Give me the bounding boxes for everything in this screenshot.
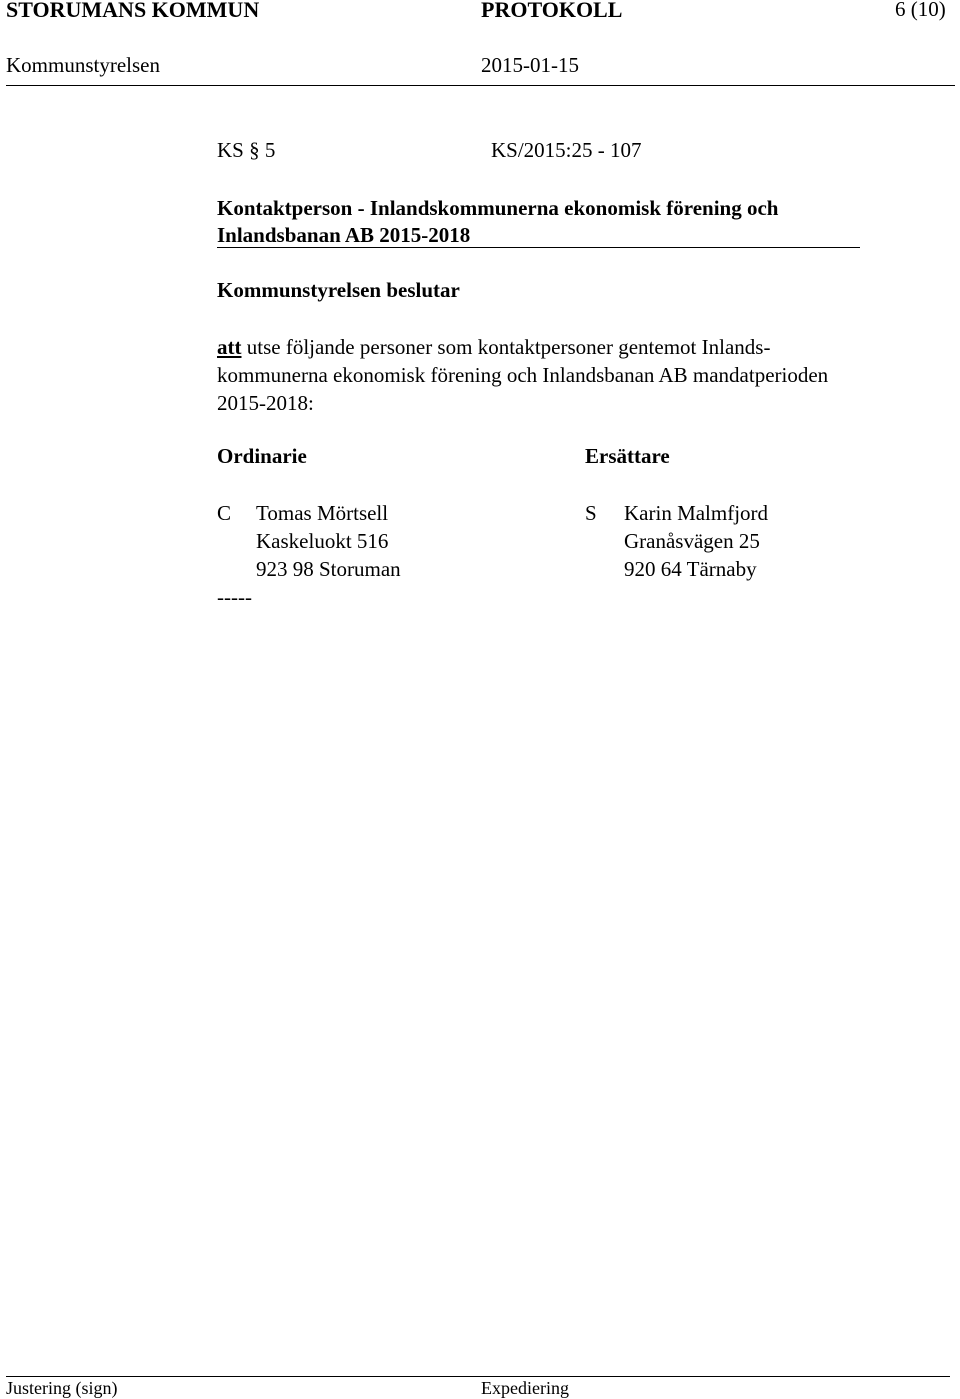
- org-name: STORUMANS KOMMUN: [6, 0, 260, 22]
- decision-line-1: [217, 333, 770, 361]
- section-separator: -----: [217, 585, 252, 609]
- header-rule: [6, 85, 955, 86]
- ordinarie-name: Tomas Mörtsell: [256, 501, 389, 525]
- att-keyword: att: [217, 335, 242, 359]
- ersattare-heading: Ersättare: [585, 444, 670, 468]
- ersattare-name: Karin Malmfjord: [624, 501, 769, 525]
- expediering-label: Expediering: [481, 1378, 569, 1398]
- decision-heading: Kommunstyrelsen beslutar: [217, 278, 460, 302]
- item-title-line-1: Kontaktperson - Inlandskommunerna ekonomisk förening och: [217, 196, 779, 220]
- paragraph-number: KS § 5: [217, 138, 276, 162]
- ersattare-address: Granåsvägen 25: [624, 529, 760, 553]
- decision-line-3: 2015-2018:: [217, 391, 314, 415]
- ordinarie-address: Kaskeluokt 516: [256, 529, 389, 553]
- decision-line-2: kommunerna ekonomisk förening och Inlandsbanan AB mandatperioden: [217, 363, 829, 387]
- ordinarie-heading: Ordinarie: [217, 444, 307, 468]
- item-title-line-2: Inlandsbanan AB 2015-2018: [217, 223, 471, 247]
- case-number: KS/2015:25 - 107: [491, 138, 642, 162]
- title-underline: [217, 247, 860, 248]
- decision-text-1: utse följande personer som kontaktpersoner gentemot Inlands-: [246, 335, 771, 359]
- page-number: 6 (10): [895, 0, 946, 21]
- ersattare-party: S: [585, 501, 597, 525]
- footer-rule: [6, 1376, 950, 1377]
- ordinarie-postal: 923 98 Storuman: [256, 557, 401, 581]
- ordinarie-party: C: [217, 501, 232, 525]
- ersattare-postal: 920 64 Tärnaby: [624, 557, 757, 581]
- meeting-date: 2015-01-15: [481, 53, 579, 77]
- body-name: Kommunstyrelsen: [6, 53, 160, 77]
- justering-label: Justering (sign): [6, 1378, 118, 1398]
- doc-type: PROTOKOLL: [481, 0, 623, 22]
